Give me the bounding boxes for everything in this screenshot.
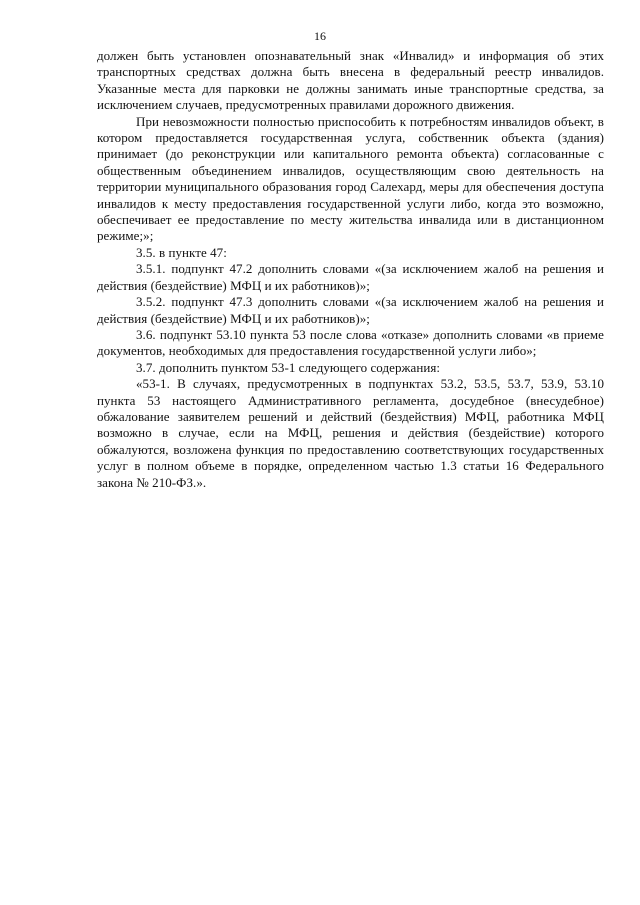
paragraph-6: 3.6. подпункт 53.10 пункта 53 после слова «отказе» дополнить словами «в приеме документов, необходимых для предоставления государственной услуги либо»; [97,326,604,359]
paragraph-3: 3.5. в пункте 47: [136,244,227,260]
paragraph-8: «53-1. В случаях, предусмотренных в подпунктах 53.2, 53.5, 53.7, 53.9, 53.10 пункта 53 настоящего Административного регламента, досудебное (внесудебное) обжалование заявителем решений и действий (бездействия) МФЦ, работника МФЦ возможно в случае, если на МФЦ, решения и действия (бездействие) которого обжалуются, возложена функция по предоставлению соответствующих государственных услуг в полном объеме в порядке, определенном частью 1.3 статьи 16 Федерального закона № 210-ФЗ.». [97,376,604,490]
paragraph-1: должен быть установлен опознавательный знак «Инвалид» и информация об этих транспортных средствах должна быть внесена в федеральный реестр инвалидов. Указанные места для парковки не должны занимать иные транспортные средства, за исключением случаев, предусмотренных правилами дорожного движения. [97,48,604,113]
paragraph-2: При невозможности полностью приспособить к потребностям инвалидов объект, в котором предоставляется государственная услуга, собственник объекта (здания) принимает (до реконструкции или капитального ремонта объекта) согласованные с общественным объединением инвалидов, осуществляющим свою деятельность на территории муниципального образования город Салехард, меры для обеспечения доступа инвалидов к месту предоставления государственной услуги либо, когда это возможно, обеспечивает ее предоставление по месту жительства инвалида или в дистанционном режиме;»; [97,113,604,244]
paragraph-4: 3.5.1. подпункт 47.2 дополнить словами «(за исключением жалоб на решения и действия (бездействие) МФЦ и их работников)»; [97,261,604,293]
page-number: 16 [314,29,326,43]
document-body [97,48,604,491]
paragraph-5: 3.5.2. подпункт 47.3 дополнить словами «(за исключением жалоб на решения и действия (бездействие) МФЦ и их работников)»; [97,294,604,326]
paragraph-7: 3.7. дополнить пунктом 53-1 следующего содержания: [136,359,441,375]
